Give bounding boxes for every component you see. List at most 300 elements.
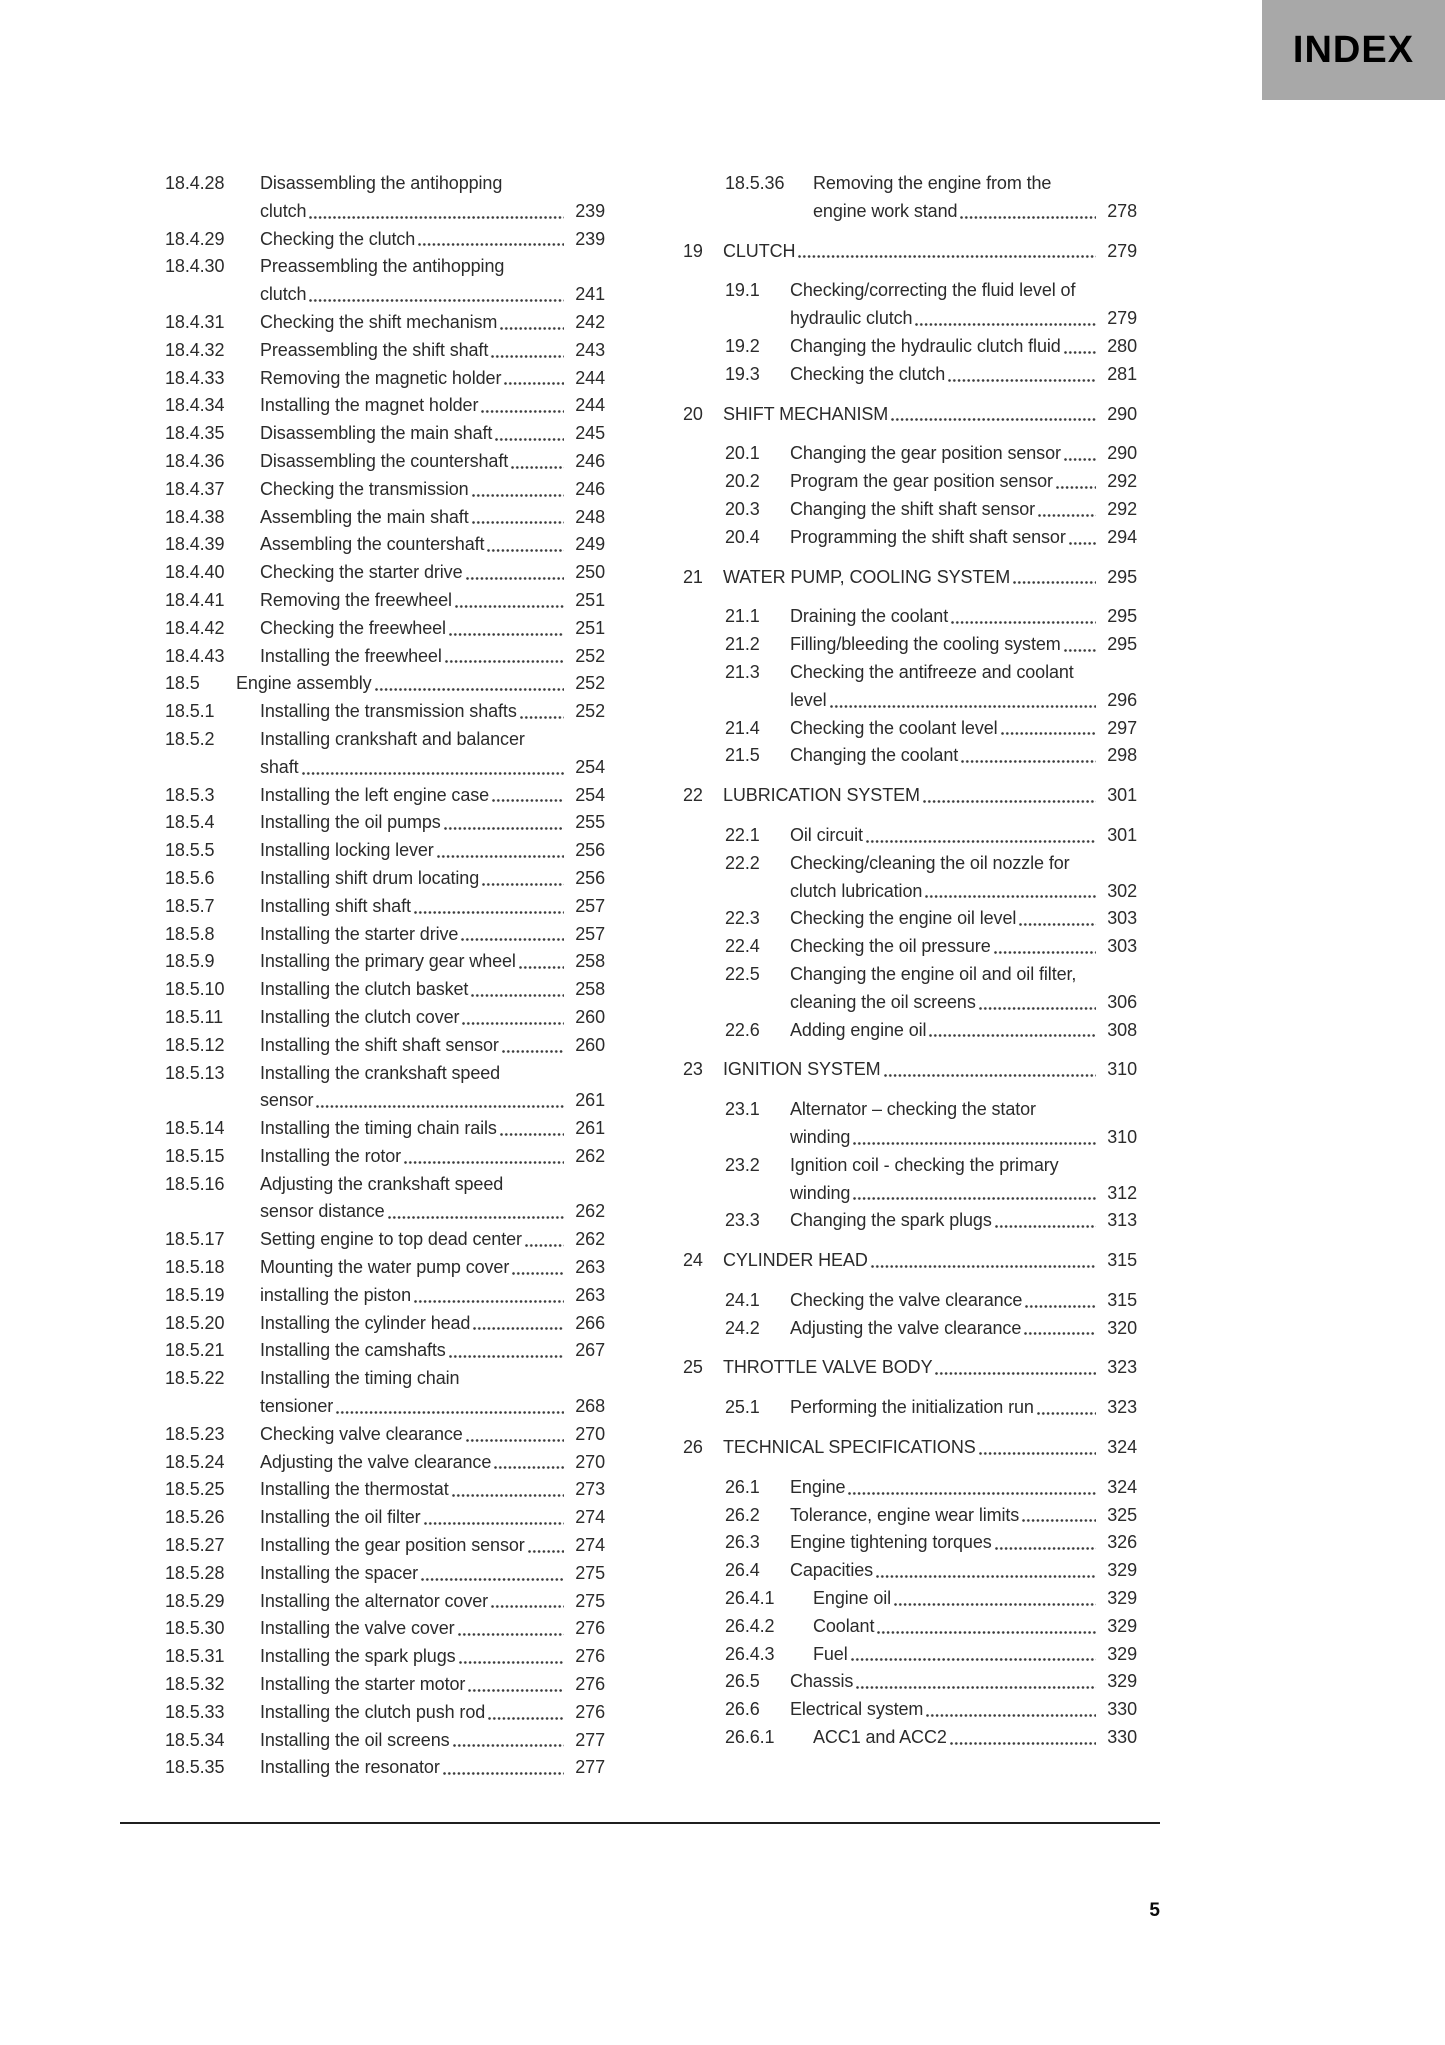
toc-entry-page: 246 (575, 478, 605, 499)
dotted-leader (421, 1560, 564, 1588)
toc-entry-number: 18.5.23 (165, 1423, 225, 1444)
dotted-leader (923, 782, 1096, 810)
dotted-leader (1064, 333, 1096, 361)
toc-entry-page: 295 (1107, 606, 1137, 627)
toc-entry-number: 18.5.22 (165, 1368, 225, 1389)
toc-entry-page: 262 (575, 1145, 605, 1166)
toc-entry-number: 18.4.40 (165, 562, 225, 583)
toc-entry-title: Installing the oil filter (260, 1507, 421, 1528)
toc-entry (683, 1585, 1137, 1613)
toc-entry-page: 246 (575, 450, 605, 471)
dotted-leader (528, 1532, 564, 1560)
toc-entry-page: 290 (1107, 403, 1137, 424)
dotted-leader (1069, 524, 1096, 552)
toc-entry-title: Installing shift drum locating (260, 867, 480, 888)
toc-entry-title: Installing the camshafts (260, 1340, 446, 1361)
toc-entry-number: 22.6 (725, 1019, 760, 1040)
toc-entry-number: 26.4.2 (725, 1615, 775, 1636)
toc-entry (683, 1641, 1137, 1669)
toc-entry-title: clutch lubrication (790, 880, 923, 901)
toc-entry-number: 18.4.35 (165, 423, 225, 444)
toc-entry-title: CYLINDER HEAD (723, 1250, 868, 1271)
toc-entry-page: 239 (575, 228, 605, 249)
toc-entry (683, 687, 1137, 715)
dotted-leader (388, 1198, 564, 1226)
toc-entry-number: 19.3 (725, 363, 760, 384)
toc-entry (683, 440, 1137, 468)
toc-entry-page: 273 (575, 1479, 605, 1500)
toc-entry (683, 361, 1137, 389)
dotted-leader (1064, 631, 1096, 659)
toc-entry-page: 276 (575, 1618, 605, 1639)
toc-entry-title: Checking the engine oil level (790, 908, 1017, 929)
dotted-leader (424, 1504, 564, 1532)
toc-entry-number: 26.3 (725, 1532, 760, 1553)
dotted-leader (894, 1585, 1096, 1613)
toc-entry-page: 279 (1107, 240, 1137, 261)
toc-entry (683, 822, 1137, 850)
toc-entry-page: 292 (1107, 471, 1137, 492)
dotted-leader (994, 933, 1096, 961)
toc-entry-page: 292 (1107, 498, 1137, 519)
toc-entry (683, 1180, 1137, 1208)
toc-entry (165, 365, 605, 393)
dotted-leader (472, 504, 564, 532)
toc-entry-title: Programming the shift shaft sensor (790, 526, 1066, 547)
toc-entry-title: SHIFT MECHANISM (723, 403, 889, 424)
toc-entry-page: 241 (575, 284, 605, 305)
toc-entry (683, 631, 1137, 659)
toc-entry-title: Setting engine to top dead center (260, 1229, 522, 1250)
dotted-leader (995, 1207, 1096, 1235)
toc-entry-page: 313 (1107, 1210, 1137, 1231)
toc-entry-page: 252 (575, 645, 605, 666)
dotted-leader (471, 976, 564, 1004)
toc-entry-number: 26.1 (725, 1476, 760, 1497)
dotted-leader (418, 226, 564, 254)
dotted-leader (960, 198, 1096, 226)
dotted-leader (375, 670, 564, 698)
toc-entry-page: 268 (575, 1396, 605, 1417)
toc-entry-page: 303 (1107, 908, 1137, 929)
toc-entry-title: Disassembling the main shaft (260, 423, 493, 444)
toc-entry (165, 1032, 605, 1060)
toc-entry (165, 1310, 605, 1338)
toc-entry-title: cleaning the oil screens (790, 991, 976, 1012)
dotted-leader (1025, 1287, 1096, 1315)
toc-entry (165, 893, 605, 921)
dotted-leader (309, 281, 564, 309)
toc-entry (165, 837, 605, 865)
toc-entry-title: Changing the spark plugs (790, 1210, 992, 1231)
toc-entry-page: 296 (1107, 689, 1137, 710)
dotted-leader (445, 643, 564, 671)
toc-entry (165, 420, 605, 448)
toc-entry-title: LUBRICATION SYSTEM (723, 785, 920, 806)
toc-entry-title: Installing the freewheel (260, 645, 442, 666)
toc-entry-title: Preassembling the antihopping (260, 256, 505, 277)
dotted-leader (915, 305, 1096, 333)
toc-entry-page: 280 (1107, 335, 1137, 356)
toc-entry-title: Changing the coolant (790, 745, 959, 766)
toc-entry-title: IGNITION SYSTEM (723, 1059, 881, 1080)
toc-entry-title: Checking the shift mechanism (260, 311, 498, 332)
toc-chapter-entry (683, 401, 1137, 429)
toc-entry-number: 18.4.36 (165, 450, 225, 471)
toc-entry-page: 294 (1107, 526, 1137, 547)
toc-entry (165, 865, 605, 893)
dotted-leader (444, 809, 564, 837)
toc-entry (165, 1171, 605, 1199)
toc-chapter-entry (683, 564, 1137, 592)
dotted-leader (929, 1017, 1096, 1045)
toc-entry-number: 18.5.6 (165, 867, 215, 888)
toc-entry-title: ACC1 and ACC2 (813, 1727, 947, 1748)
toc-entry-page: 301 (1107, 785, 1137, 806)
toc-entry (165, 1560, 605, 1588)
toc-entry-title: hydraulic clutch (790, 308, 913, 329)
toc-entry-number: 25.1 (725, 1397, 760, 1418)
dotted-leader (500, 309, 564, 337)
toc-entry-title: Performing the initialization run (790, 1397, 1034, 1418)
toc-entry-page: 323 (1107, 1357, 1137, 1378)
toc-entry (165, 1365, 605, 1393)
toc-entry-page: 330 (1107, 1727, 1137, 1748)
toc-entry-number: 18.5.17 (165, 1229, 225, 1250)
toc-entry-page: 295 (1107, 634, 1137, 655)
toc-entry-number: 18.4.29 (165, 228, 225, 249)
toc-entry-page: 252 (575, 673, 605, 694)
dotted-leader (453, 1727, 564, 1755)
toc-entry-title: Alternator – checking the stator (790, 1099, 1036, 1120)
toc-entry-page: 302 (1107, 880, 1137, 901)
toc-entry-page: 270 (575, 1451, 605, 1472)
toc-entry-title: Coolant (813, 1615, 875, 1636)
toc-entry-page: 329 (1107, 1643, 1137, 1664)
toc-entry (165, 1254, 605, 1282)
toc-entry-page: 251 (575, 617, 605, 638)
toc-entry-title: sensor distance (260, 1201, 385, 1222)
toc-entry (165, 1643, 605, 1671)
toc-entry-title: Checking the coolant level (790, 717, 998, 738)
toc-entry (683, 742, 1137, 770)
toc-entry-title: Chassis (790, 1671, 854, 1692)
toc-entry (683, 989, 1137, 1017)
toc-entry-page: 245 (575, 423, 605, 444)
toc-entry-number: 24.2 (725, 1317, 760, 1338)
toc-entry (165, 337, 605, 365)
toc-entry (165, 698, 605, 726)
toc-entry-page: 329 (1107, 1588, 1137, 1609)
toc-entry-title: Mounting the water pump cover (260, 1257, 510, 1278)
toc-entry-page: 276 (575, 1701, 605, 1722)
toc-entry-number: 18.4.42 (165, 617, 225, 638)
dotted-leader (520, 698, 564, 726)
toc-entry-title: Removing the engine from the (813, 173, 1052, 193)
dotted-leader (443, 1754, 564, 1782)
toc-entry (165, 1504, 605, 1532)
toc-entry (165, 531, 605, 559)
dotted-leader (848, 1474, 1096, 1502)
toc-entry-number: 26.6 (725, 1699, 760, 1720)
toc-entry-number: 18.5.25 (165, 1479, 225, 1500)
toc-entry-title: Program the gear position sensor (790, 471, 1053, 492)
toc-chapter-entry (683, 782, 1137, 810)
dotted-leader (414, 893, 564, 921)
toc-entry-number: 18.5.19 (165, 1284, 225, 1305)
toc-entry-title: TECHNICAL SPECIFICATIONS (723, 1437, 976, 1458)
toc-entry-number: 18.4.33 (165, 367, 225, 388)
toc-entry-page: 258 (575, 979, 605, 1000)
toc-entry (683, 603, 1137, 631)
toc-entry-number: 22 (683, 785, 703, 806)
toc-entry-page: 262 (575, 1229, 605, 1250)
toc-entry-title: Removing the freewheel (260, 589, 452, 610)
toc-entry-number: 18.5.11 (165, 1006, 224, 1027)
toc-entry (165, 1393, 605, 1421)
toc-entry-number: 18.4.39 (165, 534, 225, 555)
dotted-leader (481, 392, 564, 420)
toc-entry-title: Engine tightening torques (790, 1532, 992, 1553)
toc-entry-title: Installing the thermostat (260, 1479, 449, 1500)
toc-entry-title: Assembling the countershaft (260, 534, 485, 555)
toc-entry-title: Installing the shift shaft sensor (260, 1034, 499, 1055)
toc-entry-page: 329 (1107, 1671, 1137, 1692)
toc-entry-number: 20.1 (725, 443, 760, 464)
toc-entry-number: 21.4 (725, 717, 760, 738)
toc-entry (165, 1282, 605, 1310)
dotted-leader (336, 1393, 564, 1421)
toc-entry-title: level (790, 689, 827, 710)
dotted-leader (504, 365, 564, 393)
toc-entry (165, 1421, 605, 1449)
toc-entry-title: Installing shift shaft (260, 895, 411, 916)
toc-entry-page: 256 (575, 867, 605, 888)
toc-entry-title: clutch (260, 284, 307, 305)
dotted-leader (961, 742, 1096, 770)
toc-entry-page: 306 (1107, 991, 1137, 1012)
toc-entry-number: 18.5.20 (165, 1312, 225, 1333)
toc-entry-page: 290 (1107, 443, 1137, 464)
toc-entry-number: 18.5.15 (165, 1145, 225, 1166)
toc-entry-page: 274 (575, 1535, 605, 1556)
toc-entry-number: 18.5.33 (165, 1701, 225, 1722)
toc-entry-page: 252 (575, 701, 605, 722)
toc-entry-number: 18.5.16 (165, 1173, 225, 1194)
toc-entry-number: 20 (683, 403, 703, 424)
dotted-leader (452, 1476, 564, 1504)
toc-entry-page: 278 (1107, 200, 1137, 221)
dotted-leader (830, 687, 1096, 715)
toc-entry-number: 21.3 (725, 661, 760, 682)
toc-entry-title: Installing the gear position sensor (260, 1535, 525, 1556)
toc-entry-title: THROTTLE VALVE BODY (723, 1357, 933, 1378)
dotted-leader (449, 615, 564, 643)
page-number: 5 (1149, 1900, 1160, 1921)
toc-entry (165, 1143, 605, 1171)
toc-entry-title: Checking valve clearance (260, 1423, 463, 1444)
dotted-leader (495, 420, 564, 448)
toc-chapter-entry (683, 238, 1137, 266)
toc-entry-number: 24.1 (725, 1289, 760, 1310)
toc-entry-title: Electrical system (790, 1699, 924, 1720)
toc-entry-title: Checking the starter drive (260, 562, 463, 583)
toc-entry-title: Installing the rotor (260, 1145, 402, 1166)
toc-entry (165, 226, 605, 254)
toc-entry (683, 468, 1137, 496)
dotted-leader (948, 361, 1096, 389)
dotted-leader (798, 238, 1096, 266)
toc-entry-page: 312 (1107, 1182, 1137, 1203)
toc-entry-number: 18.5.35 (165, 1757, 225, 1778)
toc-entry-number: 18.5.5 (165, 840, 215, 861)
toc-entry-number: 18.5.32 (165, 1674, 225, 1695)
toc-entry-number: 18.4.32 (165, 339, 225, 360)
dotted-leader (461, 921, 564, 949)
toc-entry-number: 21.2 (725, 634, 760, 655)
toc-entry (165, 1671, 605, 1699)
toc-entry-page: 255 (575, 812, 605, 833)
toc-entry (165, 1588, 605, 1616)
toc-entry-title: Fuel (813, 1643, 848, 1664)
toc-entry-number: 21.5 (725, 745, 760, 766)
toc-chapter-entry (683, 1434, 1137, 1462)
toc-entry-title: shaft (260, 756, 299, 777)
toc-entry-page: 276 (575, 1674, 605, 1695)
toc-entry-number: 18.4.38 (165, 506, 225, 527)
toc-entry (683, 659, 1137, 687)
toc-entry (165, 976, 605, 1004)
toc-entry-number: 18.4.41 (165, 589, 225, 610)
toc-entry (165, 448, 605, 476)
toc-entry-page: 274 (575, 1507, 605, 1528)
toc-entry-page: 243 (575, 339, 605, 360)
dotted-leader (866, 822, 1096, 850)
toc-entry-page: 320 (1107, 1317, 1137, 1338)
toc-entry-number: 26.6.1 (725, 1727, 775, 1748)
dotted-leader (853, 1180, 1096, 1208)
toc-entry-number: 18.5.14 (165, 1118, 225, 1139)
toc-entry-page: 261 (575, 1118, 605, 1139)
dotted-leader (468, 1671, 564, 1699)
toc-chapter-entry (683, 1247, 1137, 1275)
toc-entry (683, 961, 1137, 989)
toc-entry-page: 315 (1107, 1289, 1137, 1310)
toc-entry-number: 18.5 (165, 673, 200, 694)
toc-entry-page: 263 (575, 1257, 605, 1278)
toc-entry-number: 20.3 (725, 498, 760, 519)
index-header-label: INDEX (1292, 28, 1415, 71)
toc-entry-page: 324 (1107, 1476, 1137, 1497)
toc-entry-page: 298 (1107, 745, 1137, 766)
toc-entry-title: Changing the shift shaft sensor (790, 498, 1036, 519)
toc-entry-title: winding (790, 1126, 851, 1147)
dotted-leader (466, 559, 565, 587)
toc-entry (165, 726, 605, 754)
toc-entry-title: Checking the transmission (260, 478, 469, 499)
toc-entry (683, 1529, 1137, 1557)
dotted-leader (502, 1032, 564, 1060)
toc-entry (165, 392, 605, 420)
toc-entry-title: Installing the timing chain rails (260, 1118, 497, 1139)
dotted-leader (491, 337, 564, 365)
toc-entry-title: Disassembling the countershaft (260, 450, 509, 471)
toc-entry-title: Installing the spark plugs (260, 1646, 456, 1667)
toc-entry-title: Installing the transmission shafts (260, 701, 517, 722)
dotted-leader (925, 878, 1096, 906)
toc-entry-title: clutch (260, 200, 307, 221)
toc-entry-number: 26 (683, 1437, 703, 1458)
toc-entry-page: 267 (575, 1340, 605, 1361)
toc-entry (165, 1198, 605, 1226)
toc-entry (683, 878, 1137, 906)
toc-entry-number: 18.5.10 (165, 979, 225, 1000)
toc-entry-title: Installing the left engine case (260, 784, 490, 805)
dotted-leader (449, 1337, 564, 1365)
dotted-leader (482, 865, 564, 893)
dotted-leader (492, 782, 564, 810)
dotted-leader (512, 1254, 564, 1282)
toc-entry-page: 275 (575, 1590, 605, 1611)
dotted-leader (935, 1354, 1096, 1382)
dotted-leader (1056, 468, 1096, 496)
toc-entry-title: Engine oil (813, 1588, 892, 1609)
dotted-leader (1024, 1315, 1096, 1343)
toc-column-left (165, 170, 605, 1782)
toc-entry-title: Checking/correcting the fluid level of (790, 280, 1076, 301)
toc-entry-number: 19.1 (725, 280, 760, 301)
toc-entry-number: 18.4.34 (165, 395, 225, 416)
toc-entry-page: 279 (1107, 308, 1137, 329)
toc-entry-number: 18.5.12 (165, 1034, 225, 1055)
toc-entry-page: 310 (1107, 1126, 1137, 1147)
toc-entry-title: Installing the alternator cover (260, 1590, 489, 1611)
toc-entry-page: 277 (575, 1757, 605, 1778)
toc-entry-title: Installing the resonator (260, 1757, 440, 1778)
toc-entry (683, 1724, 1137, 1752)
toc-entry-title: Changing the hydraulic clutch fluid (790, 335, 1061, 356)
toc-entry-title: Installing the valve cover (260, 1618, 455, 1639)
toc-entry-number: 26.4.3 (725, 1643, 775, 1664)
toc-entry-page: 254 (575, 756, 605, 777)
dotted-leader (472, 476, 564, 504)
toc-entry-title: Changing the engine oil and oil filter, (790, 963, 1077, 984)
toc-entry (683, 1207, 1137, 1235)
toc-entry (165, 587, 605, 615)
toc-entry-title: Ignition coil - checking the primary (790, 1154, 1059, 1175)
dotted-leader (459, 1643, 564, 1671)
toc-entry (683, 305, 1137, 333)
toc-entry-number: 26.2 (725, 1504, 760, 1525)
dotted-leader (1001, 715, 1096, 743)
toc-entry (165, 198, 605, 226)
toc-entry-page: 260 (575, 1034, 605, 1055)
toc-entry-page: 254 (575, 784, 605, 805)
dotted-leader (404, 1143, 564, 1171)
toc-entry-title: CLUTCH (723, 240, 796, 261)
dotted-leader (455, 587, 564, 615)
toc-entry-number: 21 (683, 566, 703, 587)
dotted-leader (851, 1641, 1096, 1669)
toc-entry (165, 782, 605, 810)
toc-entry-page: 323 (1107, 1397, 1137, 1418)
toc-entry (165, 170, 605, 198)
dotted-leader (302, 754, 564, 782)
toc-entry-title: Installing crankshaft and balancer (260, 728, 525, 749)
dotted-leader (856, 1668, 1096, 1696)
toc-entry (165, 1754, 605, 1782)
toc-entry-page: 266 (575, 1312, 605, 1333)
